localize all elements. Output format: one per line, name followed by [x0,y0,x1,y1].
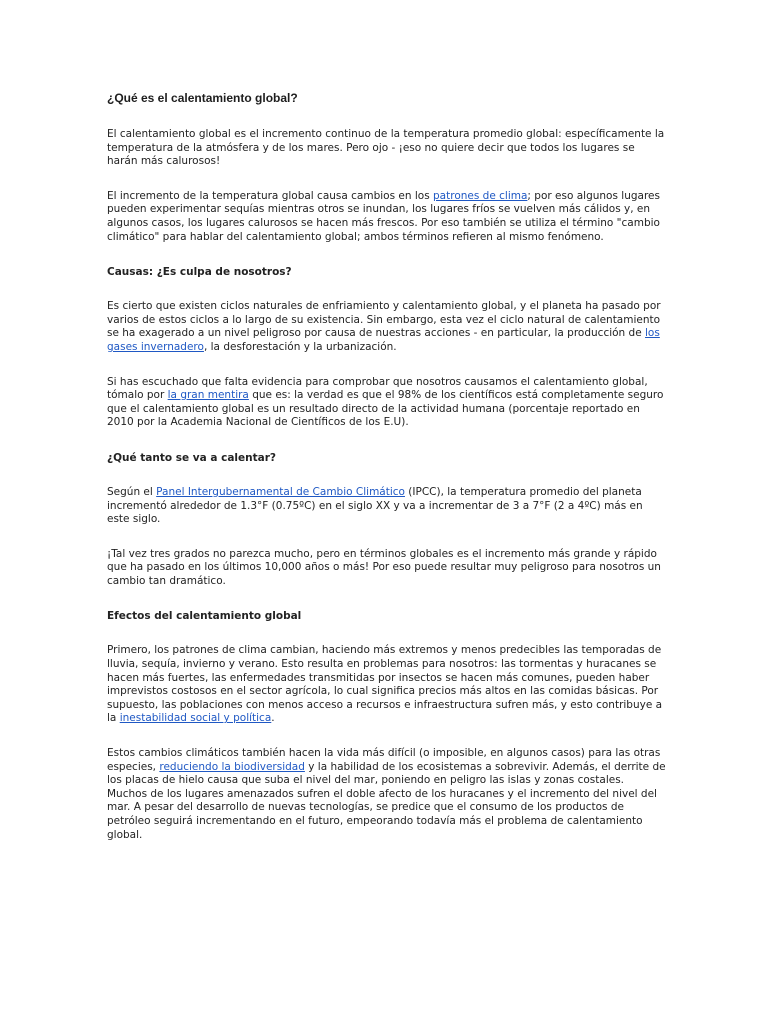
paragraph-causes [107,300,667,354]
link-gases-invernadero[interactable]: los gases invernadero [107,327,660,353]
link-ipcc[interactable]: Panel Intergubernamental de Cambio Climático [156,485,405,498]
page-title: ¿Qué es el calentamiento global? [107,91,298,105]
link-inestabilidad[interactable]: inestabilidad social y política [119,712,272,725]
paragraph-species [107,747,667,842]
paragraph-text: Si has escuchado que falta evidencia para comprobar que nosotros causamos el calentamiento global, tómalo por [107,375,648,402]
paragraph-text: . [271,712,275,725]
paragraph-text: , la desforestación y la urbanización. [203,340,397,353]
paragraph-climate-changes [107,190,667,244]
paragraph-text: El incremento de la temperatura global causa cambios en los [107,189,434,202]
paragraph-text: ; por eso algunos lugares pueden experimentar sequías mientras otros se inundan, los lugares fríos se vuelven más cálidos y, en algunos casos, los lugares calurosos se hacen más frescos. Por eso también se utiliza el término "cambio climático" para hablar del calentamiento global; ambos términos refieren al mismo fenómeno. [107,189,660,243]
paragraph-evidence [107,376,667,430]
link-patrones-de-clima[interactable]: patrones de clima [433,189,528,202]
paragraph-text: Primero, los patrones de clima cambian, haciendo más extremos y menos predecibles las temporadas de lluvia, sequía, invierno y verano. Esto resulta en problemas para nosotros: las tormentas y huracanes se hacen más fuertes, las enfermedades transmitidas por insectos se hacen más comunes, pueden haber imprevistos costosos en el sector agrícola, lo cual significa precios más altos en las comidas básicas. Por supuesto, las poblaciones con menos acceso a recursos e infraestructura sufren más, y esto contribuye a la [107,644,663,725]
paragraph-text: que es: la verdad es que el 98% de los científicos está completamente seguro que el calentamiento global es un resultado directo de la actividad humana (porcentaje reportado en 2010 por la Academia Nacional de Científicos de los E.U). [107,389,664,429]
paragraph-three-degrees: ¡Tal vez tres grados no parezca mucho, pero en términos globales es el incremento más grande y rápido que ha pasado en los últimos 10,000 años o más! Por eso puede resultar muy peligroso para nosotros un cambio tan dramático. [107,547,661,587]
paragraph-text: Estos cambios climáticos también hacen la vida más difícil (o imposible, en algunos casos) para las otras especies, [107,747,661,773]
paragraph-text: Según el [107,485,157,498]
paragraph-intro: El calentamiento global es el incremento continuo de la temperatura promedio global: específicamente la temperatura de la atmósfera y de los mares. Pero ojo - ¡eso no quiere decir que todos los lugares se harán más calurosos! [107,128,665,168]
heading-efectos: Efectos del calentamiento global [107,610,302,623]
paragraph-effects [107,644,667,726]
paragraph-text: (IPCC), la temperatura promedio del planeta incrementó alrededor de 1.3°F (0.75ºC) en el siglo XX y va a incrementar de 3 a 7°F (2 a 4ºC) más en este siglo. [107,485,643,526]
paragraph-text: Es cierto que existen ciclos naturales de enfriamiento y calentamiento global, y el planeta ha pasado por varios de estos ciclos a lo largo de su existencia. Sin embargo, esta vez el ciclo natural de calentamiento se ha exagerado a un nivel peligroso por causa de nuestras acciones - en particular, la producción de [107,300,661,340]
paragraph-text: y la habilidad de los ecosistemas a sobrevivir. Además, el derrite de los placas de hielo causa que suba el nivel del mar, poniendo en peligro las islas y zonas costales. Muchos de los lugares amenazados sufren el doble afecto de los huracanes y el incremento del nivel del mar. A pesar del desarrollo de nuevas tecnologías, se predice que el consumo de los productos de petróleo seguirá incrementando en el futuro, empeorando todavía más el problema de calentamiento global. [107,760,666,841]
paragraph-ipcc [107,486,667,527]
link-gran-mentira[interactable]: la gran mentira [167,389,249,402]
document-page [107,90,667,863]
link-biodiversidad[interactable]: reduciendo la biodiversidad [159,760,305,773]
heading-causas: Causas: ¿Es culpa de nosotros? [107,266,292,279]
heading-cuanto: ¿Qué tanto se va a calentar? [107,451,276,464]
